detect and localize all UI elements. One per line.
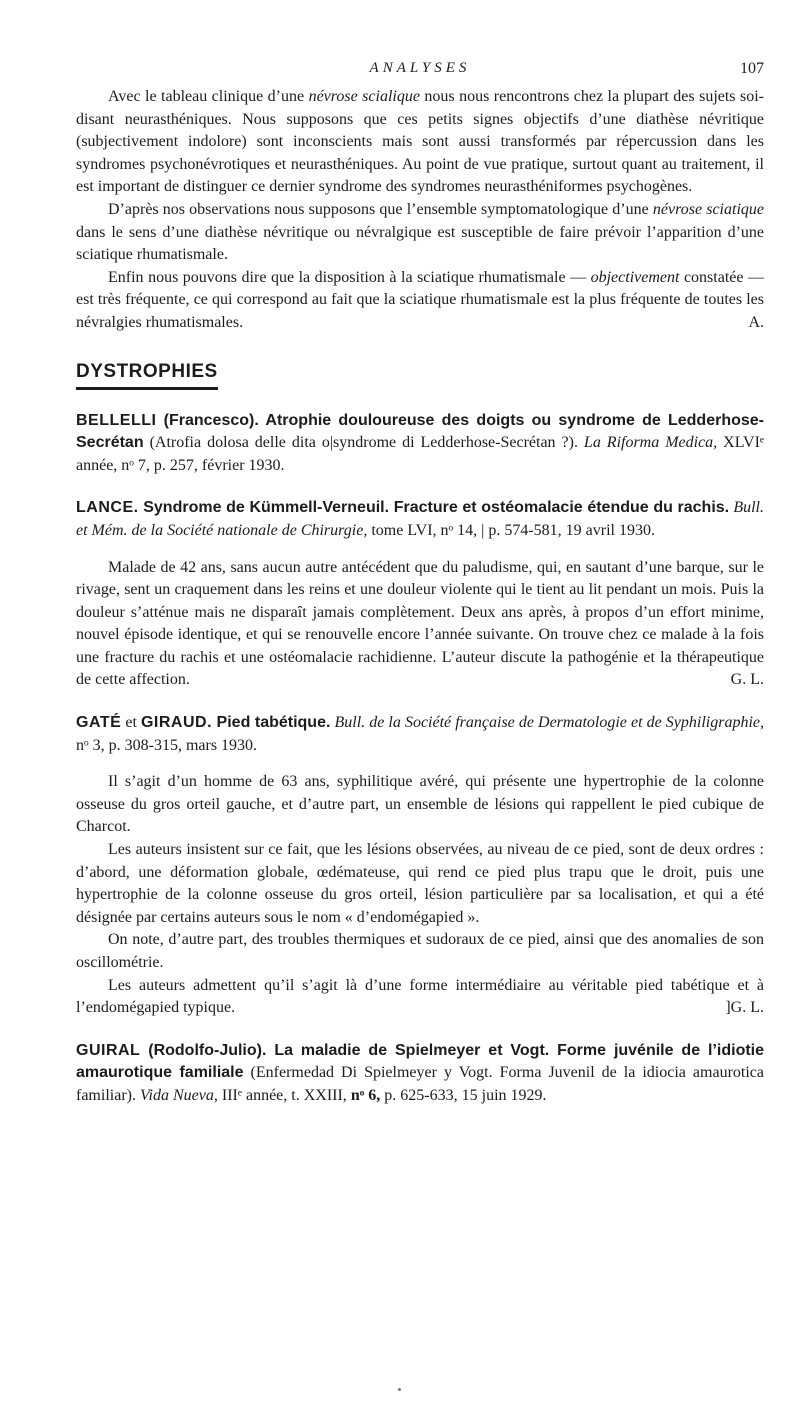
page <box>76 60 764 1108</box>
author: BELLELLI <box>76 411 157 429</box>
article-title: Atrophie douloureuse des doigts ou syndrome de Ledderhose-Secrétan <box>76 411 764 452</box>
intro-paragraph-1: Avec le tableau clinique d’une névrose scialique nous nous rencontrons chez la plupart des sujets soi-disant neurasthéniques. Nous supposons que ces petits signes objectifs d’une diathèse névritique (subjectivement indolore) sont inconscients mais sont aussi transformés par répercussion dans les syndromes psychonévrotiques et neurasthéniques. Au point de vue pratique, surtout quant au traitement, il est important de distinguer ce dernier syndrome des syndromes neurasthéniformes psychogènes. <box>76 88 764 196</box>
journal: La Riforma Medica, <box>583 434 718 452</box>
intro-signature: A. <box>748 313 764 331</box>
abstract-paragraph-2: Les auteurs insistent sur ce fait, que les lésions observées, au niveau de ce pied, sont de deux ordres : d’abord, une déformation globale, œdémateuse, qui rend ce pied plus trapu que le droit, puis une hypertrophie de la colonne osseuse du gros orteil, lésion particulière par sa localisation, et qui a été désignée par certains auteurs sous le nom « d’endomégapied ». <box>76 841 764 926</box>
journal: Bull. et Mém. de la Société nationale de Chirurgie, <box>76 499 765 539</box>
entry-gate-giraud <box>76 712 764 1020</box>
signature: ]G. L. <box>725 999 764 1017</box>
abstract-paragraph-1: Il s’agit d’un homme de 63 ans, syphilitique avéré, qui présente une hypertrophie de la colonne osseuse du gros orteil gauche, et d’autre part, un ensemble de lésions qui rappellent le pied cubique de Charcot. <box>76 773 764 836</box>
page-number: 107 <box>740 60 764 77</box>
article-title: La maladie de Spielmeyer et Vogt. Forme juvénile de l’idiotie amaurotique familiale <box>76 1041 765 1082</box>
abstract-paragraph-3: On note, d’autre part, des troubles thermiques et sudoraux de ce pied, ainsi que des anomalies de son oscillométrie. <box>76 931 764 971</box>
page-header <box>76 60 764 86</box>
intro-paragraph-2: D’après nos observations nous supposons que l’ensemble symptomatologique d’une névrose sciatique dans le sens d’une diathèse névritique ou névralgique est susceptible de faire prévoir l’apparition d’une sciatique rhumatismale. <box>76 200 764 264</box>
reference: GUIRAL (Rodolfo-Julio). La maladie de Spielmeyer et Vogt. Forme juvénile de l’idiotie amaurotique familiale (Enfermedad Di Spielmeyer y Vogt. Forma Juvenil de la idiocia amaurotica familiar). Vida Nueva, IIIᵉ année, t. XXIII, nᵒ 6, p. 625-633, 15 juin 1929. <box>76 1041 765 1104</box>
author: GATÉ <box>76 714 122 732</box>
reference: GATÉ et GIRAUD. Pied tabétique. Bull. de la Société française de Dermatologie et de Syphiligraphie, nᵒ 3, p. 308-315, mars 1930. <box>76 714 764 754</box>
journal: Bull. de la Société française de Dermatologie et de Syphiligraphie, <box>330 714 764 732</box>
running-title: ANALYSES <box>369 60 471 76</box>
print-speck <box>398 1388 401 1391</box>
entry-bellelli <box>76 410 764 478</box>
entry-guiral <box>76 1040 764 1108</box>
entry-lance <box>76 497 764 692</box>
author-2: GIRAUD. <box>140 714 213 732</box>
article-title: Syndrome de Kümmell-Verneuil. Fracture et ostéomalacie étendue du rachis. <box>138 499 730 517</box>
author: LANCE. <box>76 499 139 517</box>
journal: Vida Nueva, <box>139 1086 218 1104</box>
reference: LANCE. Syndrome de Kümmell-Verneuil. Fracture et ostéomalacie étendue du rachis. Bull. et Mém. de la Société nationale de Chirurgie, tome LVI, nᵒ 14, | p. 574-581, 19 avril 1930. <box>76 499 765 539</box>
author: GUIRAL <box>76 1041 141 1059</box>
reference: BELLELLI (Francesco). Atrophie douloureuse des doigts ou syndrome de Ledderhose-Secrétan (Atrofia dolosa delle dita o|syndrome di Ledderhose-Secrétan ?). La Riforma Medica, XLVIᵉ année, nᵒ 7, p. 257, février 1930. <box>76 411 764 474</box>
signature: G. L. <box>730 671 764 689</box>
section-heading: DYSTROPHIES <box>76 361 218 390</box>
abstract-paragraph-4: Les auteurs admettent qu’il s’agit là d’une forme intermédiaire au véritable pied tabétique et à l’endomégapied typique. ]G. L. <box>76 975 764 1020</box>
article-title: Pied tabétique. <box>212 714 331 732</box>
intro-paragraph-3: Enfin nous pouvons dire que la disposition à la sciatique rhumatismale — objectivement constatée — est très fréquente, ce qui correspond au fait que la sciatique rhumatismale est la plus fréquente de toutes les névralgies rhumatismales. A. <box>76 267 764 335</box>
abstract: Malade de 42 ans, sans aucun autre antécédent que du paludisme, qui, en sautant d’une barque, sur le rivage, sent un craquement dans les reins et une douleur violente qui le tient au lit pendant un mois. Puis la douleur s’atténue mais ne disparaît jamais complètement. Deux ans après, à propos d’un effort minime, nouvel épisode identique, et qui se renouvelle encore l’année suivante. On trouve chez ce malade à la fois une fracture du rachis et une ostéomalacie rachidienne. L’auteur discute la pathogénie et la thérapeutique de cette affection. G. L. <box>76 557 764 693</box>
